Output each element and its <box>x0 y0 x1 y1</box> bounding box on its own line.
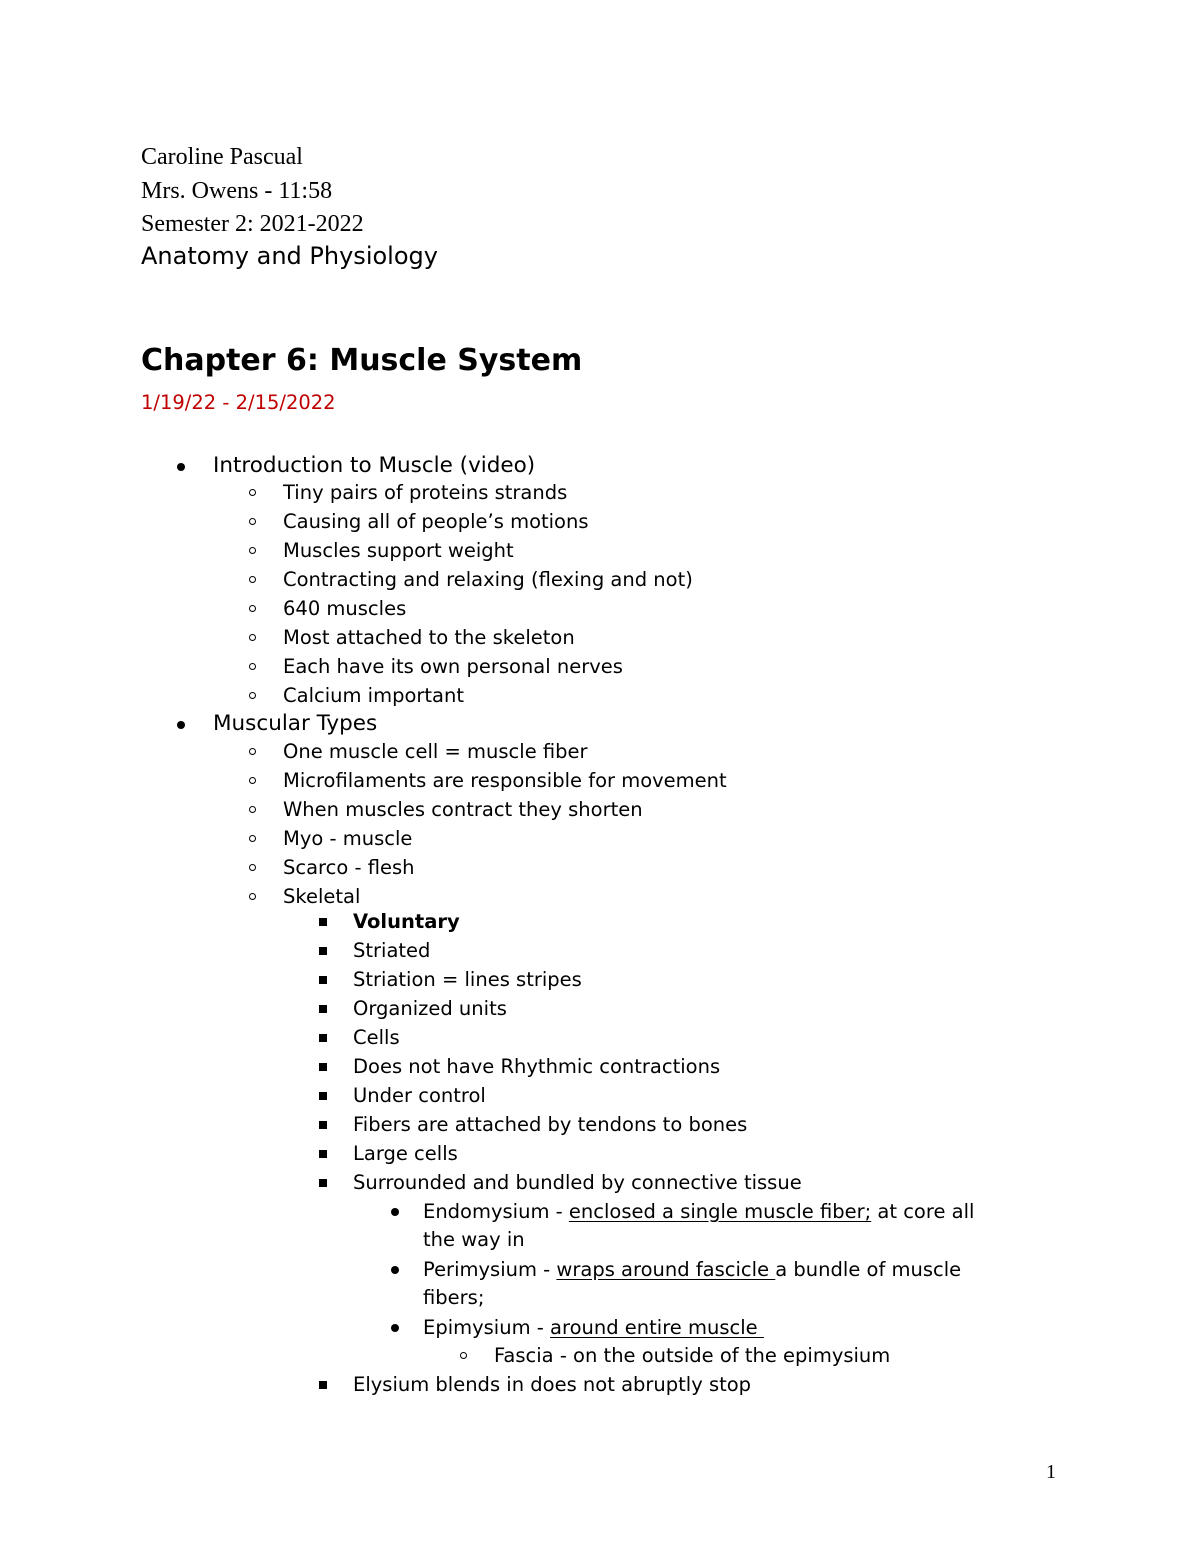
bullet-square-icon <box>319 1063 327 1071</box>
list-item: 640 muscles <box>283 597 407 620</box>
list-item-fascia: Fascia - on the outside of the epimysium <box>494 1344 891 1367</box>
bullet-square-icon <box>319 1381 327 1389</box>
bullet-dot-icon <box>391 1208 399 1216</box>
list-item: Voluntary <box>353 910 460 933</box>
bullet-circle-icon <box>249 489 256 496</box>
list-item: Striation = lines stripes <box>353 968 582 991</box>
list-item-perimysium <box>423 1255 961 1284</box>
section-heading-types: Muscular Types <box>213 711 378 736</box>
list-item: Tiny pairs of proteins strands <box>283 481 568 504</box>
list-item-continuation: fibers; <box>423 1286 485 1309</box>
bullet-circle-icon <box>249 518 256 525</box>
list-item: Contracting and relaxing (flexing and not) <box>283 568 693 591</box>
bullet-circle-icon <box>249 634 256 641</box>
list-item: Striated <box>353 939 431 962</box>
bullet-dot-icon <box>391 1266 399 1274</box>
definition-underlined: around entire muscle <box>550 1316 764 1339</box>
list-item-skeletal: Skeletal <box>283 885 361 908</box>
bullet-square-icon <box>319 976 327 984</box>
list-item: Myo - muscle <box>283 827 413 850</box>
section-heading-intro: Introduction to Muscle (video) <box>213 453 536 478</box>
list-item: When muscles contract they shorten <box>283 798 643 821</box>
definition-underlined: enclosed a single muscle fiber; <box>568 1200 872 1223</box>
bullet-square-icon <box>319 1092 327 1100</box>
definition-underlined: wraps around fascicle <box>556 1258 776 1281</box>
bullet-dot-icon <box>391 1324 399 1332</box>
bullet-square-icon <box>319 1005 327 1013</box>
chapter-title: Chapter 6: Muscle System <box>141 343 583 378</box>
list-item: Most attached to the skeleton <box>283 626 575 649</box>
teacher-period: Mrs. Owens - 11:58 <box>141 178 333 204</box>
bullet-circle-icon <box>249 835 256 842</box>
list-item: Organized units <box>353 997 507 1020</box>
list-item: Scarco - flesh <box>283 856 415 879</box>
list-item-continuation: the way in <box>423 1228 525 1251</box>
bullet-square-icon <box>319 1179 327 1187</box>
bullet-circle-icon <box>249 777 256 784</box>
list-item: Surrounded and bundled by connective tissue <box>353 1171 802 1194</box>
definition-rest: at core all <box>871 1200 975 1223</box>
term-epimysium: Epimysium - <box>423 1316 551 1339</box>
list-item-endomysium <box>423 1197 974 1226</box>
bullet-square-icon <box>319 918 327 926</box>
list-item: Fibers are attached by tendons to bones <box>353 1113 748 1136</box>
list-item-epimysium <box>423 1313 764 1342</box>
bullet-circle-icon <box>460 1352 467 1359</box>
bullet-square-icon <box>319 1150 327 1158</box>
bullet-circle-icon <box>249 864 256 871</box>
list-item: Muscles support weight <box>283 539 514 562</box>
list-item: Calcium important <box>283 684 465 707</box>
bullet-dot-icon <box>177 463 185 471</box>
list-item: One muscle cell = muscle fiber <box>283 740 588 763</box>
list-item: Each have its own personal nerves <box>283 655 623 678</box>
list-item: Cells <box>353 1026 400 1049</box>
bullet-square-icon <box>319 947 327 955</box>
bullet-square-icon <box>319 1034 327 1042</box>
list-item: Causing all of people’s motions <box>283 510 589 533</box>
bullet-circle-icon <box>249 605 256 612</box>
bullet-circle-icon <box>249 692 256 699</box>
list-item: Under control <box>353 1084 486 1107</box>
bullet-dot-icon <box>177 721 185 729</box>
term-perimysium: Perimysium - <box>423 1258 557 1281</box>
bullet-circle-icon <box>249 663 256 670</box>
page-number: 1 <box>1046 1461 1056 1483</box>
bullet-square-icon <box>319 1121 327 1129</box>
term-endomysium: Endomysium - <box>423 1200 569 1223</box>
definition-rest: a bundle of muscle <box>775 1258 962 1281</box>
bullet-circle-icon <box>249 748 256 755</box>
student-name: Caroline Pascual <box>141 144 303 170</box>
list-item: Does not have Rhythmic contractions <box>353 1055 721 1078</box>
bullet-circle-icon <box>249 576 256 583</box>
bullet-circle-icon <box>249 547 256 554</box>
list-item: Microfilaments are responsible for movement <box>283 769 727 792</box>
semester-line: Semester 2: 2021-2022 <box>141 211 364 237</box>
course-title: Anatomy and Physiology <box>141 242 438 270</box>
chapter-date-range: 1/19/22 - 2/15/2022 <box>141 391 336 414</box>
list-item: Large cells <box>353 1142 458 1165</box>
list-item: Elysium blends in does not abruptly stop <box>353 1373 752 1396</box>
bullet-circle-icon <box>249 893 256 900</box>
bullet-circle-icon <box>249 806 256 813</box>
